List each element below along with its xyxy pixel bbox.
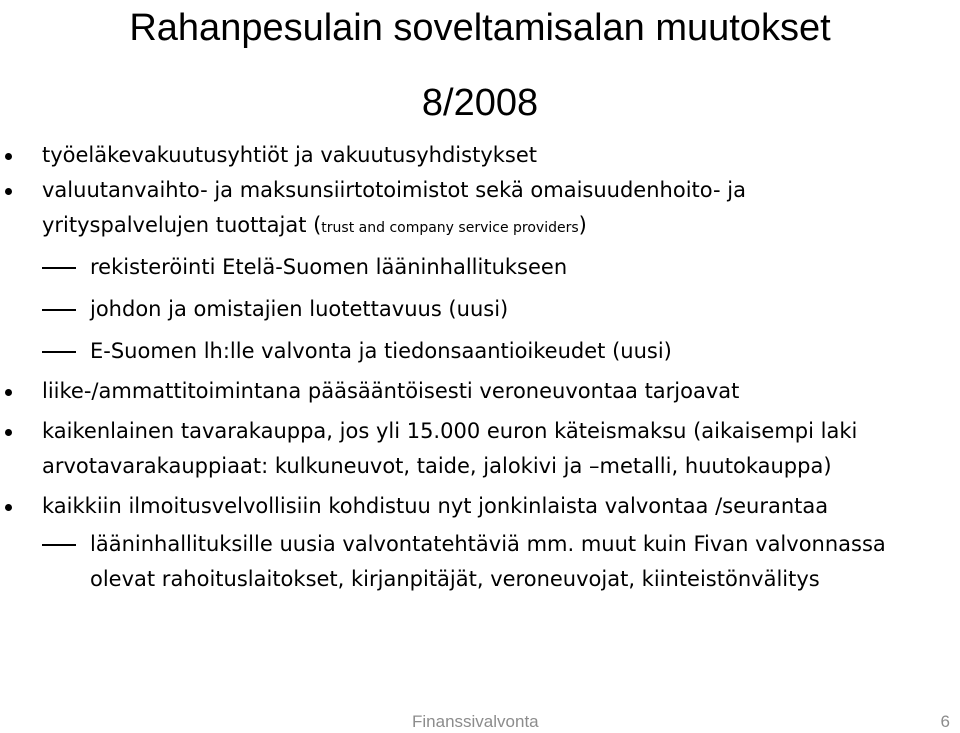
slide-title-line2: 8/2008 [421, 82, 539, 124]
bullet-dot-icon [5, 429, 12, 436]
list-item-text: valuutanvaihto- ja maksunsiirtotoimistot sekä omaisuudenhoito- ja yrityspalvelujen tuottajat ( [42, 178, 746, 237]
dash-icon [42, 309, 76, 311]
list-item-text: kaikkiin ilmoitusvelvollisiin kohdistuu nyt jonkinlaista valvontaa /seurantaa [42, 494, 829, 518]
list-item-text: lääninhallituksille uusia valvontatehtäviä mm. muut kuin Fivan valvonnassa olevat rahoituslaitokset, kirjanpitäjät, veroneuvojat, kiinteistönvälitys [90, 532, 886, 591]
slide-title-line1: Rahanpesulain soveltamisalan muutokset [129, 7, 831, 49]
list-item-text: liike-/ammattitoimintana pääsääntöisesti veroneuvontaa tarjoavat [42, 379, 740, 403]
list-item [0, 292, 960, 327]
bullet-dot-icon [5, 188, 12, 195]
list-item [0, 414, 960, 484]
list-item-text: johdon ja omistajien luotettavuus (uusi) [90, 297, 509, 321]
list-item-text: rekisteröinti Etelä-Suomen lääninhallitukseen [90, 255, 568, 279]
bullet-dot-icon [5, 153, 12, 160]
dash-icon [42, 267, 76, 269]
list-item-text: työeläkevakuutusyhtiöt ja vakuutusyhdistykset [42, 143, 537, 167]
list-item-text: E-Suomen lh:lle valvonta ja tiedonsaantioikeudet (uusi) [90, 339, 672, 363]
slide-title [0, 0, 960, 131]
list-item [0, 334, 960, 369]
list-item [0, 527, 960, 597]
page-number: 6 [940, 712, 950, 731]
list-item-english-note: trust and company service providers [321, 220, 579, 236]
bullet-list [0, 138, 960, 597]
list-item [0, 489, 960, 524]
dash-icon [42, 544, 76, 546]
footer-label: Finanssivalvonta [412, 712, 539, 731]
list-item [0, 374, 960, 409]
bullet-dot-icon [5, 389, 12, 396]
list-item [0, 250, 960, 285]
list-item [0, 138, 960, 173]
dash-icon [42, 351, 76, 353]
list-item-text-end: ) [578, 213, 587, 237]
list-item-text: kaikenlainen tavarakauppa, jos yli 15.000 euron käteismaksu (aikaisempi laki arvotavarakauppiaat: kulkuneuvot, taide, jalokivi ja –metalli, huutokauppa) [42, 419, 858, 478]
bullet-dot-icon [5, 504, 12, 511]
list-item [0, 173, 960, 246]
